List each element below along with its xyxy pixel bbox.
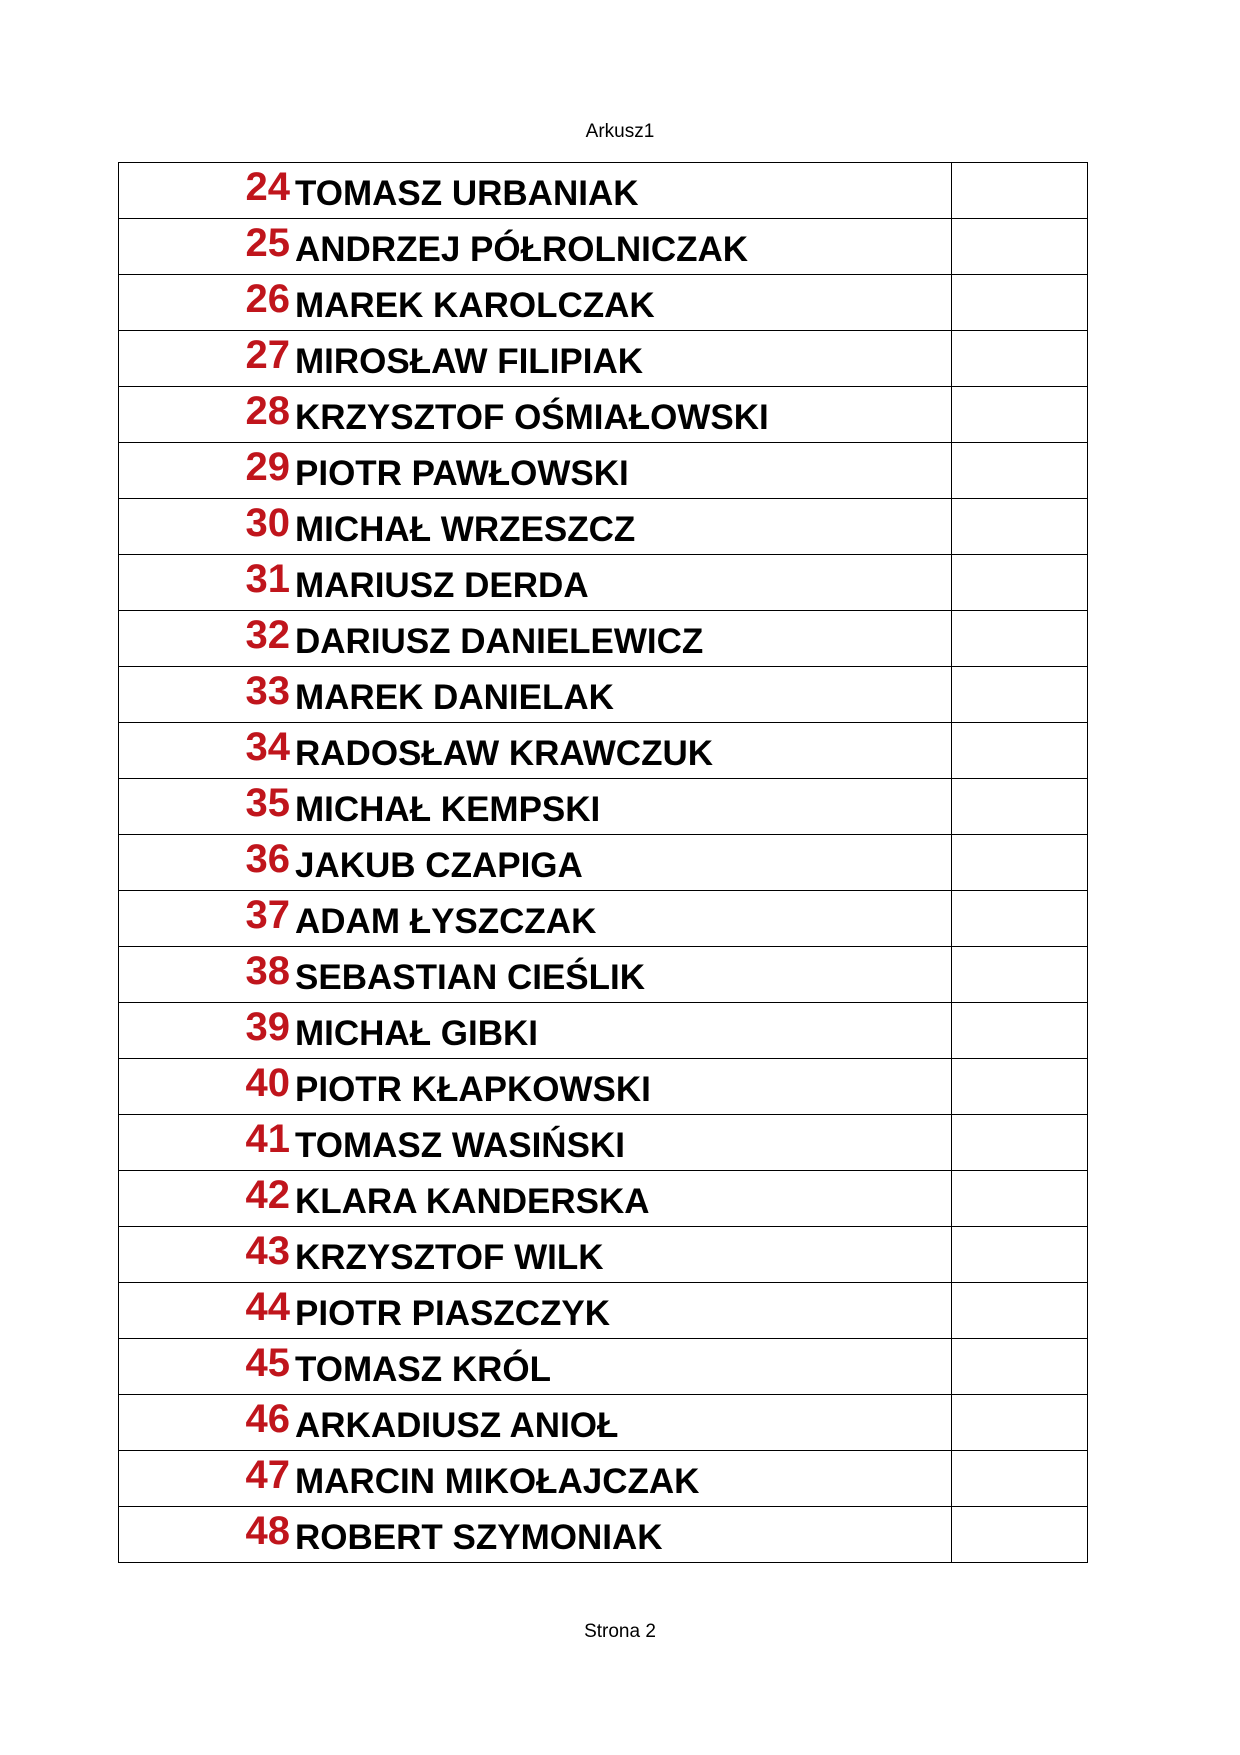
row-number: 24 <box>245 165 290 209</box>
person-name: ANDRZEJ PÓŁROLNICZAK <box>295 230 749 269</box>
table-row <box>119 891 1088 947</box>
person-name: MARIUSZ DERDA <box>295 566 589 605</box>
person-name: MICHAŁ WRZESZCZ <box>295 510 636 549</box>
empty-cell[interactable] <box>952 667 1088 722</box>
row-number: 26 <box>245 277 290 321</box>
empty-cell[interactable] <box>952 499 1088 554</box>
empty-cell[interactable] <box>952 1115 1088 1170</box>
empty-cell[interactable] <box>952 555 1088 610</box>
table-row <box>119 555 1088 611</box>
page-label: Strona 2 <box>584 1621 656 1642</box>
name-cell <box>119 387 952 442</box>
empty-cell[interactable] <box>952 891 1088 946</box>
row-number: 39 <box>245 1005 290 1049</box>
name-cell <box>119 331 952 386</box>
row-number: 29 <box>245 445 290 489</box>
person-name: DARIUSZ DANIELEWICZ <box>295 622 704 661</box>
name-cell <box>119 499 952 554</box>
name-cell <box>119 779 952 834</box>
name-cell <box>119 219 952 274</box>
person-name: KLARA KANDERSKA <box>295 1182 650 1221</box>
name-cell <box>119 275 952 330</box>
table-row <box>119 499 1088 555</box>
table-row <box>119 779 1088 835</box>
person-name: RADOSŁAW KRAWCZUK <box>295 734 714 773</box>
empty-cell[interactable] <box>952 1227 1088 1282</box>
empty-cell[interactable] <box>952 331 1088 386</box>
name-cell <box>119 611 952 666</box>
table-row <box>119 947 1088 1003</box>
person-name: TOMASZ URBANIAK <box>295 174 639 213</box>
table-row <box>119 611 1088 667</box>
row-number: 32 <box>245 613 290 657</box>
row-number: 42 <box>245 1173 290 1217</box>
empty-cell[interactable] <box>952 947 1088 1002</box>
empty-cell[interactable] <box>952 163 1088 218</box>
table-row <box>119 1395 1088 1451</box>
row-number: 41 <box>245 1117 290 1161</box>
name-cell <box>119 947 952 1002</box>
person-name: ARKADIUSZ ANIOŁ <box>295 1406 619 1445</box>
table-row <box>119 1059 1088 1115</box>
table-row <box>119 1339 1088 1395</box>
table-row <box>119 723 1088 779</box>
row-number: 25 <box>245 221 290 265</box>
empty-cell[interactable] <box>952 1059 1088 1114</box>
row-number: 37 <box>245 893 290 937</box>
name-cell <box>119 1507 952 1562</box>
name-cell <box>119 1339 952 1394</box>
name-cell <box>119 163 952 218</box>
person-name: PIOTR PIASZCZYK <box>295 1294 611 1333</box>
person-name: MICHAŁ GIBKI <box>295 1014 539 1053</box>
row-number: 33 <box>245 669 290 713</box>
name-cell <box>119 555 952 610</box>
name-cell <box>119 1227 952 1282</box>
sheet-name: Arkusz1 <box>585 121 655 142</box>
row-number: 27 <box>245 333 290 377</box>
row-number: 44 <box>245 1285 290 1329</box>
table-row <box>119 835 1088 891</box>
name-cell <box>119 1283 952 1338</box>
person-name: PIOTR KŁAPKOWSKI <box>295 1070 651 1109</box>
empty-cell[interactable] <box>952 1171 1088 1226</box>
empty-cell[interactable] <box>952 723 1088 778</box>
name-cell <box>119 723 952 778</box>
empty-cell[interactable] <box>952 1395 1088 1450</box>
empty-cell[interactable] <box>952 1003 1088 1058</box>
table-row <box>119 1451 1088 1507</box>
row-number: 36 <box>245 837 290 881</box>
table-row <box>119 1227 1088 1283</box>
row-number: 28 <box>245 389 290 433</box>
table-row <box>119 163 1088 219</box>
empty-cell[interactable] <box>952 1451 1088 1506</box>
empty-cell[interactable] <box>952 779 1088 834</box>
table-row <box>119 331 1088 387</box>
name-cell <box>119 1451 952 1506</box>
name-cell <box>119 1003 952 1058</box>
person-name: KRZYSZTOF OŚMIAŁOWSKI <box>295 398 769 437</box>
table-row <box>119 1003 1088 1059</box>
name-cell <box>119 1059 952 1114</box>
empty-cell[interactable] <box>952 1283 1088 1338</box>
participant-table <box>118 162 1088 1563</box>
row-number: 45 <box>245 1341 290 1385</box>
name-cell <box>119 1395 952 1450</box>
table-row <box>119 1283 1088 1339</box>
person-name: MARCIN MIKOŁAJCZAK <box>295 1462 700 1501</box>
name-cell <box>119 1115 952 1170</box>
row-number: 30 <box>245 501 290 545</box>
name-cell <box>119 835 952 890</box>
row-number: 40 <box>245 1061 290 1105</box>
person-name: SEBASTIAN CIEŚLIK <box>295 958 646 997</box>
empty-cell[interactable] <box>952 275 1088 330</box>
person-name: MAREK KAROLCZAK <box>295 286 655 325</box>
row-number: 48 <box>245 1509 290 1553</box>
person-name: TOMASZ WASIŃSKI <box>295 1126 625 1165</box>
empty-cell[interactable] <box>952 443 1088 498</box>
person-name: TOMASZ KRÓL <box>295 1350 552 1389</box>
row-number: 35 <box>245 781 290 825</box>
row-number: 34 <box>245 725 290 769</box>
person-name: KRZYSZTOF WILK <box>295 1238 604 1277</box>
row-number: 46 <box>245 1397 290 1441</box>
name-cell <box>119 443 952 498</box>
row-number: 31 <box>245 557 290 601</box>
table-row <box>119 443 1088 499</box>
empty-cell[interactable] <box>952 219 1088 274</box>
person-name: MAREK DANIELAK <box>295 678 614 717</box>
person-name: PIOTR PAWŁOWSKI <box>295 454 629 493</box>
table-row <box>119 667 1088 723</box>
person-name: ROBERT SZYMONIAK <box>295 1518 663 1557</box>
name-cell <box>119 891 952 946</box>
row-number: 47 <box>245 1453 290 1497</box>
name-cell <box>119 667 952 722</box>
person-name: JAKUB CZAPIGA <box>295 846 583 885</box>
person-name: ADAM ŁYSZCZAK <box>295 902 597 941</box>
table-row <box>119 1171 1088 1227</box>
table-row <box>119 387 1088 443</box>
name-cell <box>119 1171 952 1226</box>
table-row <box>119 219 1088 275</box>
empty-cell[interactable] <box>952 1339 1088 1394</box>
empty-cell[interactable] <box>952 387 1088 442</box>
table-row <box>119 275 1088 331</box>
person-name: MIROSŁAW FILIPIAK <box>295 342 644 381</box>
empty-cell[interactable] <box>952 1507 1088 1562</box>
table-row <box>119 1507 1088 1563</box>
row-number: 38 <box>245 949 290 993</box>
empty-cell[interactable] <box>952 835 1088 890</box>
empty-cell[interactable] <box>952 611 1088 666</box>
person-name: MICHAŁ KEMPSKI <box>295 790 601 829</box>
table-row <box>119 1115 1088 1171</box>
row-number: 43 <box>245 1229 290 1273</box>
